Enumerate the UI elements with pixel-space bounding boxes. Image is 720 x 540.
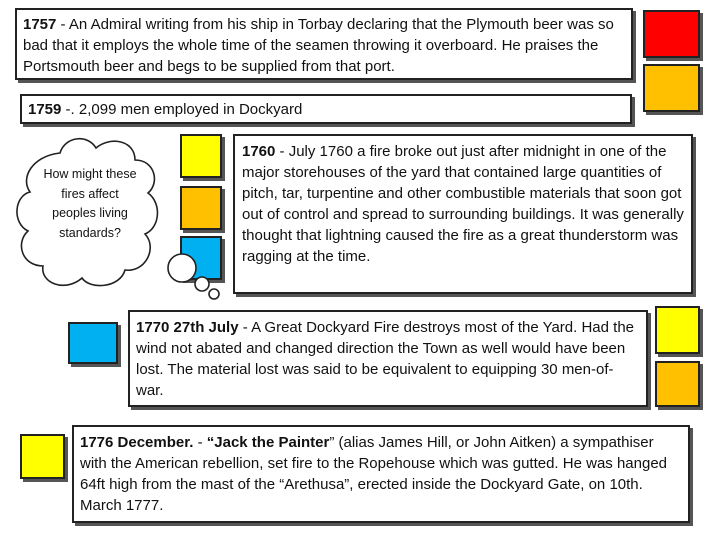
blue-square-mid (68, 322, 118, 364)
entry-1759 (20, 94, 632, 124)
orange-square-top-right (643, 64, 700, 112)
entry-1759-year: 1759 (28, 101, 62, 118)
entry-1757-text: - An Admiral writing from his ship in Torbay declaring that the Plymouth beer was so bad that it employs the whole time of the seamen throwing it overboard. He praises the Portsmouth beer and begs to be supplied from that port. (23, 16, 614, 75)
entry-1776 (72, 425, 690, 523)
entry-1760-text: - July 1760 a fire broke out just after midnight in one of the major storehouses of the yard that contained large quantities of pitch, tar, turpentine and other combustible materials that soon got out of control and spread to surrounding buildings. It was generally thought that lightning caused the fire as a great thunderstorm was ragging at the time. (242, 143, 684, 265)
entry-1757-year: 1757 (23, 16, 57, 33)
entry-1759-text: -. 2,099 men employed in Dockyard (61, 101, 303, 118)
entry-1757 (15, 8, 633, 80)
thought-bubble-question: How might these fires affect peoples living standards? (43, 167, 137, 240)
orange-square-right (655, 361, 700, 407)
entry-1776-text-a: - (193, 434, 207, 451)
entry-1776-quote: “Jack the Painter (206, 434, 330, 451)
entry-1760 (233, 134, 693, 294)
bubble-dot-large (168, 254, 196, 282)
entry-1760-year: 1760 (242, 143, 276, 160)
entry-1776-text-b: ” (alias James Hill, or John Aitken) a sympathiser with the American rebellion, set fire to the Ropehouse which was gutted. He was hanged 64ft high from the mast of the “Arethusa”, erected inside the Dockyard Gate, on 10th. March 1777. (80, 434, 668, 514)
red-square (643, 10, 700, 58)
bubble-dot-medium (195, 277, 209, 291)
entry-1770-year: 1770 27th July (136, 319, 239, 336)
entry-1770-text: - A Great Dockyard Fire destroys most of the Yard. Had the wind not abated and changed direction the Town as well would have been lost. The material lost was said to be equivalent to equipping 30 men-of-war. (136, 319, 635, 399)
bubble-dot-small (209, 289, 219, 299)
yellow-square-bottom (20, 434, 65, 479)
entry-1776-year: 1776 December. (80, 434, 194, 451)
yellow-square-right (655, 306, 700, 354)
entry-1770 (128, 310, 648, 407)
